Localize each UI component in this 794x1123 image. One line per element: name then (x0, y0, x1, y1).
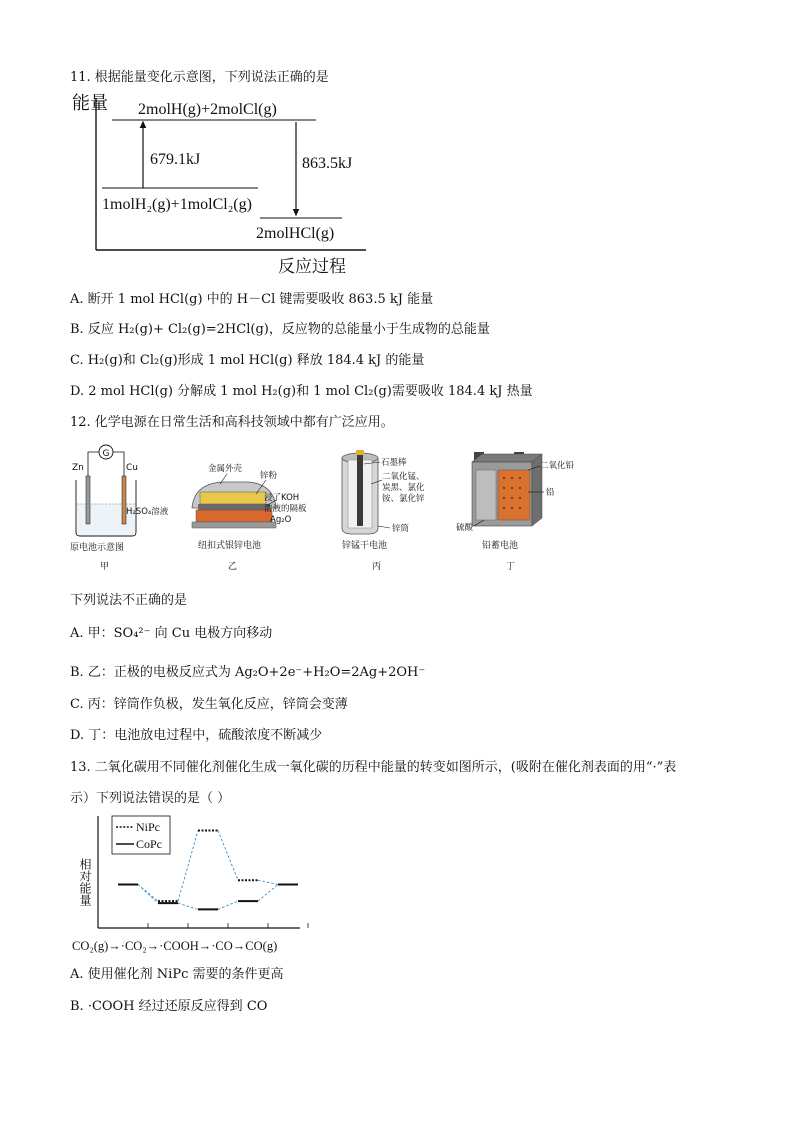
pb-label: 铅 (546, 488, 555, 498)
connector-copc (138, 884, 158, 903)
connector-copc (218, 901, 238, 909)
q11-option-c: C. H₂(g)和 Cl₂(g)形成 1 mol HCl(g) 释放 184.4 kJ 的能量 (70, 353, 425, 368)
graphite-rod (357, 454, 363, 526)
legend-copc-label: CoPc (136, 837, 163, 851)
up-arrow-label: 679.1kJ (150, 151, 201, 168)
lead-acid-figure (456, 452, 575, 572)
energy-level-diagram (70, 92, 370, 277)
galvanometer-label: G (102, 449, 110, 459)
koh-label-1: 浸了KOH (264, 493, 300, 503)
low-level-label: 2molHCl(g) (256, 225, 335, 242)
jia-caption: 原电池示意图 (70, 543, 125, 553)
pbo2-label: 二氧化铅 (540, 461, 575, 471)
down-arrow-label: 863.5kJ (302, 155, 353, 172)
button-cell-figure (192, 463, 307, 572)
zn-electrode (86, 476, 90, 524)
connector-nipc (178, 830, 198, 901)
ding-tag: 丁 (506, 562, 516, 572)
connector-nipc (138, 884, 158, 901)
y-axis-label: 相对能量 (78, 858, 92, 906)
paste-label-3: 铵、氯化锌 (382, 494, 425, 504)
ding-caption: 铅蓄电池 (482, 541, 519, 551)
zn-label: Zn (72, 463, 84, 473)
q12-option-c: C. 丙：锌筒作负极，发生氧化反应，锌筒会变薄 (70, 697, 348, 712)
q11-option-a: A. 断开 1 mol HCl(g) 中的 H－Cl 键需要吸收 863.5 kJ 能量 (70, 292, 434, 307)
mid-level-label: 1molH₂(g)+1molCl₂(g) (102, 196, 252, 213)
solution-label: H₂SO₄溶液 (126, 507, 169, 517)
bing-tag: 丙 (372, 562, 382, 572)
lead-plate (498, 470, 530, 520)
dry-cell-figure (342, 450, 425, 572)
zinc-label: 锌粉 (260, 471, 278, 481)
q13-option-a: A. 使用催化剂 NiPc 需要的条件更高 (70, 967, 284, 982)
connector-nipc (218, 830, 238, 880)
paste-label-2: 炭黑、氯化 (382, 483, 425, 493)
jia-tag: 甲 (100, 562, 110, 572)
q12-stem: 12. 化学电源在日常生活和高科技领域中都有广泛应用。 (70, 415, 394, 430)
x-axis-label: 反应过程 (278, 257, 346, 276)
connector-copc (258, 884, 278, 901)
shell-label: 金属外壳 (208, 464, 243, 474)
separator (198, 504, 270, 510)
q11-option-b: B. 反应 H₂(g)+ Cl₂(g)=2HCl(g)，反应物的总能量小于生成物的总能量 (70, 322, 490, 337)
top-level-label: 2molH(g)+2molCl(g) (138, 101, 277, 118)
cu-label: Cu (126, 463, 138, 473)
battery-figures (62, 440, 602, 575)
rod-label: 石墨棒 (381, 458, 407, 468)
q13-option-b: B. ·COOH 经过还原反应得到 CO (70, 999, 268, 1014)
yi-caption: 纽扣式银锌电池 (198, 541, 262, 551)
bing-caption: 锌锰干电池 (342, 541, 388, 551)
can-label: 锌筒 (392, 524, 410, 534)
legend-nipc-label: NiPc (136, 820, 160, 834)
paste-label-1: 二氧化锰、 (382, 472, 425, 482)
q13-stem-line1: 13. 二氧化碳用不同催化剂催化生成一氧化碳的历程中能量的转变如图所示，(吸附在催化剂表面的用“·”表 (70, 760, 677, 775)
ag2o-label: Ag₂O (270, 515, 292, 525)
connector-copc (178, 903, 198, 909)
acid-label: 硫酸 (456, 523, 474, 533)
q11-option-d: D. 2 mol HCl(g) 分解成 1 mol H₂(g)和 1 mol Cl₂(g)需要吸收 184.4 kJ 热量 (70, 384, 533, 399)
x-axis-label: CO₂(g)→·CO₂→·COOH→·CO→CO(g) (72, 939, 278, 953)
q12-prompt: 下列说法不正确的是 (70, 593, 188, 608)
q12-option-b: B. 乙：正极的电极反应式为 Ag₂O+2e⁻+H₂O=2Ag+2OH⁻ (70, 665, 426, 680)
relative-energy-chart (70, 810, 340, 958)
q12-option-a: A. 甲：SO₄²⁻ 向 Cu 电极方向移动 (70, 626, 273, 641)
yi-tag: 乙 (228, 562, 238, 572)
galvanic-cell-figure (70, 445, 169, 572)
connector-nipc (258, 880, 278, 884)
q13-stem-line2: 示）下列说法错误的是（ ） (70, 791, 231, 806)
q11-stem: 11. 根据能量变化示意图，下列说法正确的是 (70, 70, 329, 85)
y-axis-label: 能量 (72, 93, 108, 113)
q12-option-d: D. 丁：电池放电过程中，硫酸浓度不断减少 (70, 728, 323, 743)
ag2o-layer (196, 510, 272, 522)
koh-label-2: 溶液的隔板 (264, 504, 307, 514)
